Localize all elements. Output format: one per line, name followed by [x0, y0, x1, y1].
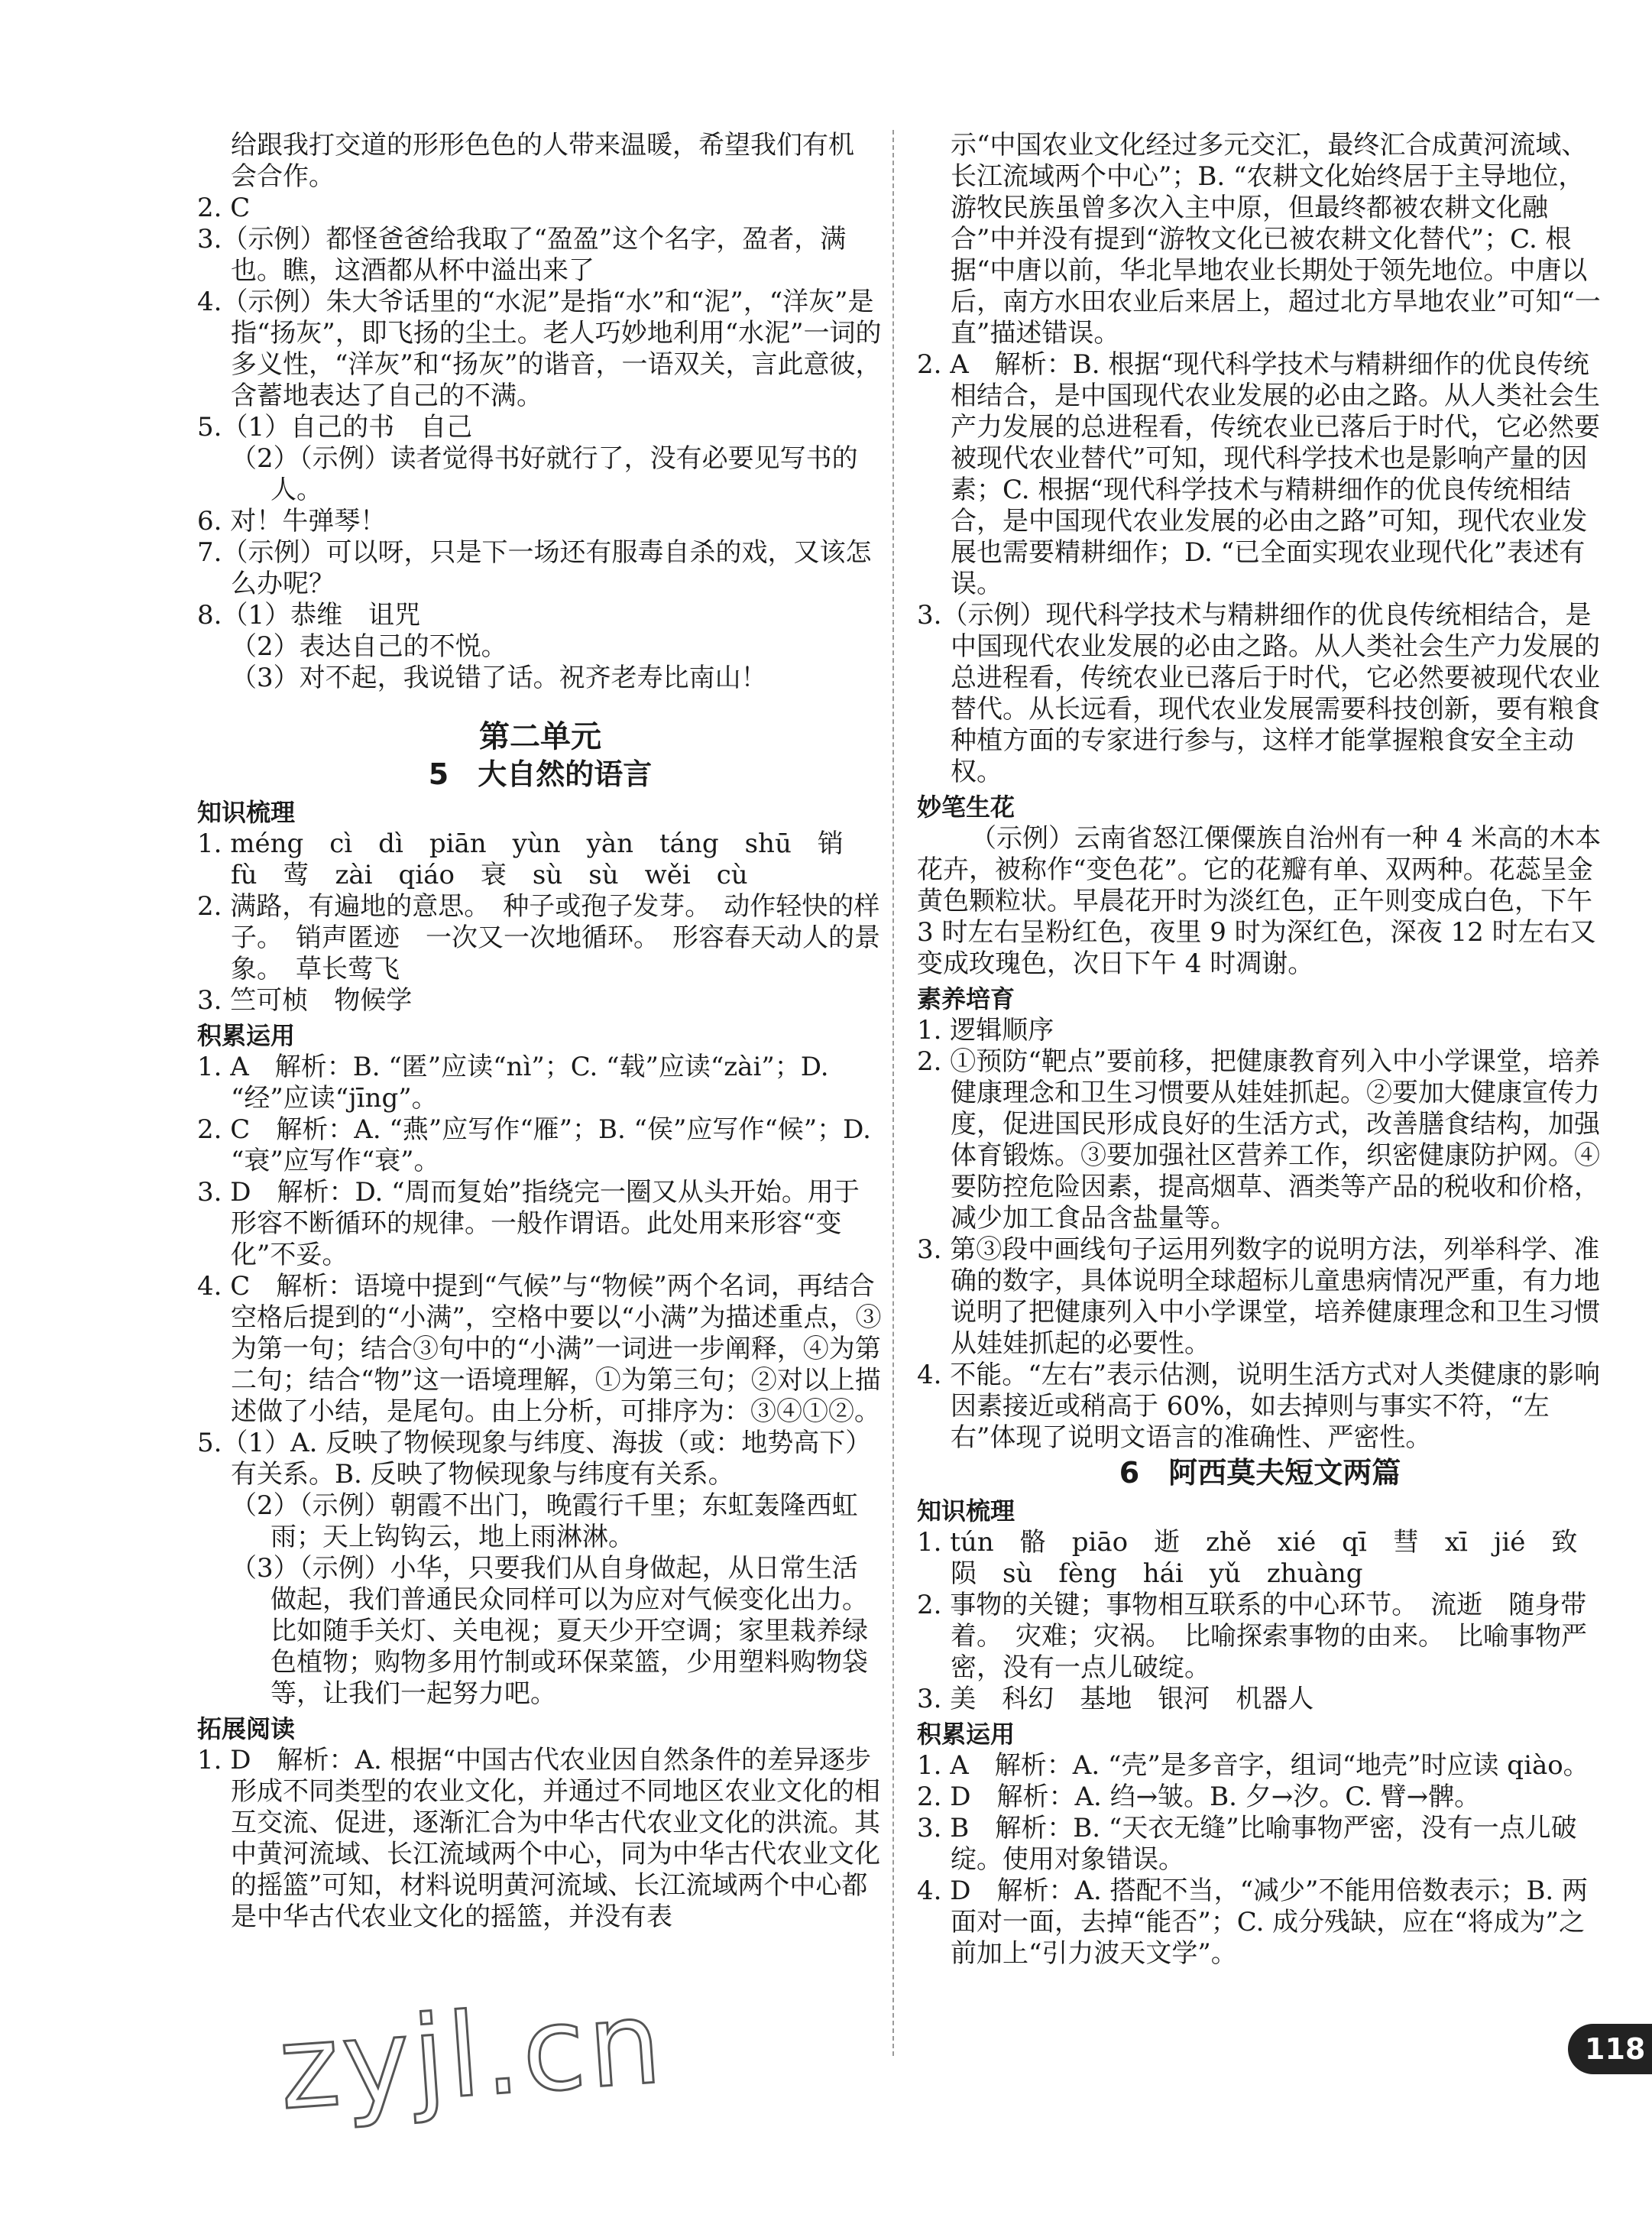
- answer-item: 1. tún 骼 piāo 逝 zhě xié qī 彗 xī jié 致 陨 sù fèng hái yǔ zhuàng: [917, 1527, 1604, 1589]
- section-heading: 知识梳理: [197, 798, 296, 827]
- answer-item: 3. B 解析：B. “天衣无缝”比喻事物严密，没有一点儿破绽。使用对象错误。: [917, 1813, 1577, 1875]
- watermark-logo: zyjl.cn: [274, 1976, 669, 2136]
- answer-item: 6. 对！牛弹琴！: [197, 506, 387, 537]
- answer-item: 4. 不能。“左右”表示估测，说明生活方式对人类健康的影响因素接近或稍高于 60%，如去掉则与事实不符，“左右”体现了说明文语言的准确性、严密性。: [917, 1360, 1601, 1453]
- answer-item: 4. D 解析：A. 搭配不当，“减少”不能用倍数表示；B. 两面对一面，去掉“能否”；C. 成分残缺，应在“将成为”之前加上“引力波天文学”。: [917, 1876, 1589, 1969]
- page-number: 118: [1568, 2024, 1652, 2074]
- answer-item: 2. ①预防“靶点”要前移，把健康教育列入中小学课堂，培养健康理念和卫生习惯要从娃娃抓起。②要加大健康宣传力度，促进国民形成良好的生活方式，改善膳食结构，加强体育锻炼。③要加强社区营养工作，织密健康防护网。④要防控危险因素，提高烟草、酒类等产品的税收和价格，减少加工食品含盐量等。: [917, 1046, 1601, 1234]
- left-column: [197, 130, 883, 1933]
- answer-item: 1. méng cì dì piān yùn yàn táng shū 销 fù 莺 zài qiáo 衰 sù sù wěi cù: [197, 828, 870, 890]
- answer-continuation: 示“中国农业文化经过多元交汇，最终汇合成黄河流域、长江流域两个中心”；B. “农耕文化始终居于主导地位，游牧民族虽曾多次入主中原，但最终都被农耕文化融合”中并没有提到“游牧文化已被农耕文化替代”；C. 根据“中唐以前，华北旱地农业长期处于领先地位。中唐以后，南方水田农业后来居上，超过北方旱地农业”可知“一直”描述错误。: [951, 130, 1601, 349]
- sample-paragraph: （示例）云南省怒江傈僳族自治州有一种 4 米高的木本花卉，被称作“变色花”。它的花瓣有单、双两种。花蕊呈金黄色颗粒状。早晨花开时为淡红色，正午则变成白色，下午 3 时左右呈粉红色，夜里 9 时为深红色，深夜 12 时左右又变成玫瑰色，次日下午 4 时凋谢。: [917, 823, 1602, 979]
- answer-item: 3. 美 科幻 基地 银河 机器人: [917, 1684, 1314, 1714]
- unit-heading: 第二单元: [479, 719, 601, 754]
- answer-item: 3. 竺可桢 物候学: [197, 985, 413, 1016]
- answer-subitem: （2）表达自己的不悦。: [231, 631, 507, 662]
- answer-continuation: 给跟我打交道的形形色色的人带来温暖，希望我们有机: [231, 130, 854, 160]
- answer-subitem: （2）（示例）读者觉得书好就行了，没有必要见写书的人。: [231, 443, 858, 505]
- answer-item: 2. 满路，有遍地的意思。 种子或孢子发芽。 动作轻快的样子。 销声匿迹 一次又一次地循环。 形容春天动人的景象。 草长莺飞: [197, 891, 880, 984]
- answer-subitem: （2）（示例）朝霞不出门，晚霞行千里；东虹轰隆西虹雨；天上钩钩云，地上雨淋淋。: [231, 1490, 858, 1552]
- answer-subitem: （3）对不起，我说错了话。祝齐老寿比南山！: [231, 663, 767, 693]
- lesson-heading: 5 大自然的语言: [428, 757, 653, 791]
- answer-item: 2. D 解析：A. 绉→皱。B. 夕→汐。C. 臂→髀。: [917, 1782, 1481, 1812]
- answer-item: 1. 逻辑顺序: [917, 1015, 1054, 1046]
- lesson-heading: 6 阿西莫夫短文两篇: [1119, 1456, 1401, 1490]
- section-heading: 积累运用: [917, 1720, 1015, 1749]
- answer-continuation: 会合作。: [231, 161, 335, 192]
- answer-item: 3.（示例）都怪爸爸给我取了“盈盈”这个名字，盈者，满也。瞧，这酒都从杯中溢出来了: [197, 224, 847, 286]
- answer-item: 3. 第③段中画线句子运用列数字的说明方法，列举科学、准确的数字，具体说明全球超标儿童患病情况严重，有力地说明了把健康列入中小学课堂，培养健康理念和卫生习惯从娃娃抓起的必要性。: [917, 1234, 1600, 1359]
- answer-item: 7.（示例）可以呀，只是下一场还有服毒自杀的戏，又该怎么办呢？: [197, 537, 872, 599]
- answer-subitem: （3）（示例）小华，只要我们从自身做起，从日常生活做起，我们普通民众同样可以为应对气候变化出力。比如随手关灯、关电视；夏天少开空调；家里栽养绿色植物；购物多用竹制或环保菜篮，少用塑料购物袋等，让我们一起努力吧。: [231, 1553, 868, 1709]
- answer-item: 3.（示例）现代科学技术与精耕细作的优良传统相结合，是中国现代农业发展的必由之路。从人类社会生产力发展的总进程看，传统农业已落后于时代，它必然要被现代农业替代。从长远看，现代农业发展需要科技创新，要有粮食种植方面的专家进行参与，这样才能掌握粮食安全主动权。: [917, 600, 1600, 787]
- answer-item: 5.（1）自己的书 自己: [197, 412, 473, 443]
- answer-item: 1. A 解析：A. “壳”是多音字，组词“地壳”时应读 qiào。: [917, 1750, 1589, 1781]
- answer-item: 2. A 解析：B. 根据“现代科学技术与精耕细作的优良传统相结合，是中国现代农业发展的必由之路。从人类社会生产力发展的总进程看，传统农业已落后于时代，它必然要被现代农业替代”可知，现代科学技术也是影响产量的因素；C. 根据“现代科学技术与精耕细作的优良传统相结合，是中国现代农业发展的必由之路”可知，现代农业发展也需要精耕细作；D. “已全面实现农业现代化”表述有误。: [917, 349, 1600, 599]
- answer-item: 4.（示例）朱大爷话里的“水泥”是指“水”和“泥”，“洋灰”是指“扬灰”，即飞扬的尘土。老人巧妙地利用“水泥”一词的多义性，“洋灰”和“扬灰”的谐音，一语双关，言此意彼，含蓄地表达了自己的不满。: [197, 287, 882, 411]
- answer-item: 1. D 解析：A. 根据“中国古代农业因自然条件的差异逐步形成不同类型的农业文化，并通过不同地区农业文化的相互交流、促进，逐渐汇合为中华古代农业文化的洪流。其中黄河流域、长江流域两个中心，同为中华古代农业文化的摇篮”可知，材料说明黄河流域、长江流域两个中心都是中华古代农业文化的摇篮，并没有表: [197, 1745, 880, 1932]
- section-heading: 素养培育: [917, 984, 1015, 1013]
- answer-item: 2. C 解析：A. “燕”应写作“雁”；B. “侯”应写作“候”；D. “衰”应写作“衰”。: [197, 1114, 871, 1176]
- section-heading: 妙笔生花: [917, 793, 1015, 822]
- answer-item: 2. 事物的关键；事物相互联系的中心环节。 流逝 随身带着。 灾难；灾祸。 比喻探索事物的由来。 比喻事物严密，没有一点儿破绽。: [917, 1590, 1587, 1683]
- answer-item: 2. C: [197, 193, 251, 223]
- section-heading: 积累运用: [197, 1021, 296, 1050]
- right-column: [917, 130, 1603, 1970]
- answer-item: 5.（1）A. 反映了物候现象与纬度、海拔（或：地势高下）有关系。B. 反映了物候现象与纬度有关系。: [197, 1428, 872, 1490]
- column-divider: [892, 130, 894, 2056]
- answer-item: 4. C 解析：语境中提到“气候”与“物候”两个名词，再结合空格后提到的“小满”，空格中要以“小满”为描述重点，③为第一句；结合③句中的“小满”一词进一步阐释，④为第二句；结合“物”这一语境理解，①为第三句；②对以上描述做了小结，是尾句。由上分析，可排序为：③④①②。: [197, 1271, 882, 1427]
- section-heading: 知识梳理: [917, 1496, 1015, 1526]
- section-heading: 拓展阅读: [197, 1714, 296, 1743]
- answer-item: 8.（1）恭维 诅咒: [197, 600, 421, 631]
- answer-item: 3. D 解析：D. “周而复始”指绕完一圈又从头开始。用于形容不断循环的规律。一般作谓语。此处用来形容“变化”不妥。: [197, 1177, 860, 1270]
- answer-item: 1. A 解析：B. “匿”应读“nì”；C. “载”应读“zài”；D. “经”应读“jīng”。: [197, 1052, 829, 1114]
